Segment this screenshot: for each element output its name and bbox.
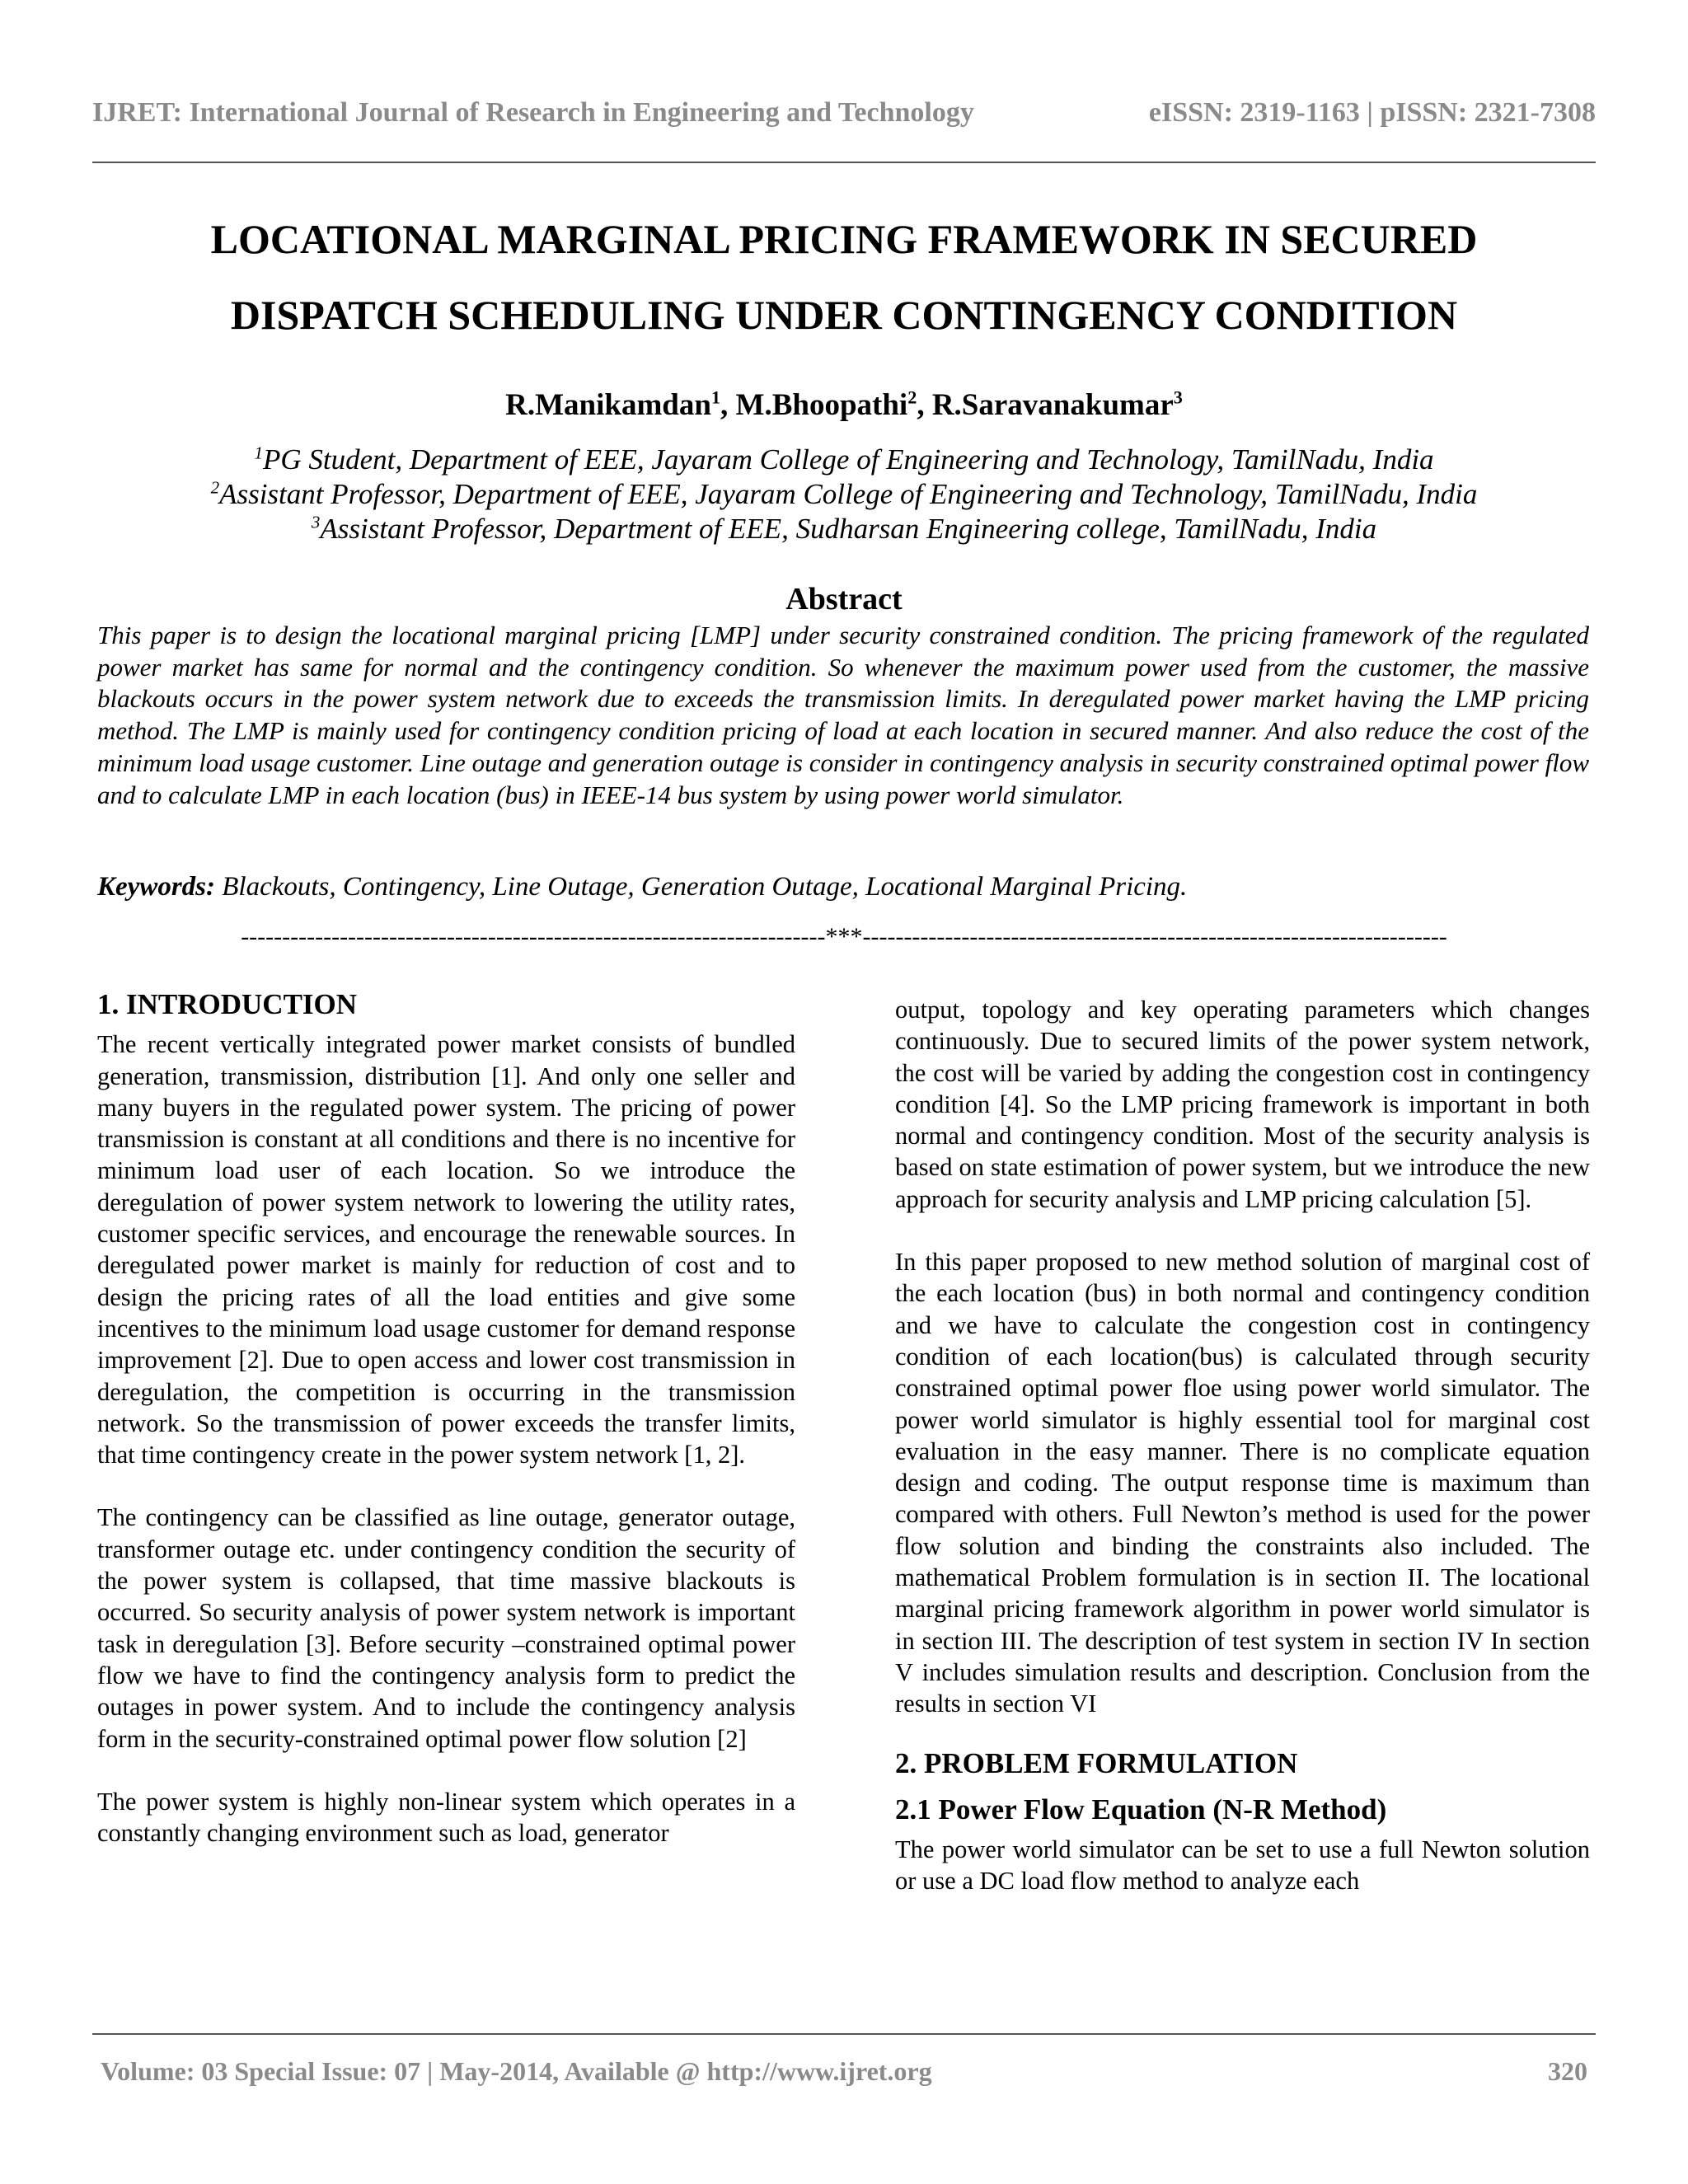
paper-title	[92, 201, 1596, 353]
author-list	[92, 387, 1596, 423]
affiliation: $^2$Assistant Professor, Department of EEE, Jayaram College of Engineering and Technology, TamilNadu, India	[210, 477, 1478, 510]
title-line-1: LOCATIONAL MARGINAL PRICING FRAMEWORK IN SECURED	[210, 216, 1478, 262]
section-separator: -----------------------------------------------------------------------***-----------------------------------------------------------------------	[241, 923, 1447, 950]
affiliation: $^1$PG Student, Department of EEE, Jayaram College of Engineering and Technology, TamilNadu, India	[254, 443, 1434, 476]
author: M.Bhoopathi$^2$,	[735, 387, 932, 422]
issn-info: eISSN: 2319-1163 | pISSN: 2321-7308	[1148, 97, 1596, 128]
header-rule	[92, 162, 1596, 163]
volume-info: Volume: 03 Special Issue: 07 | May-2014, Available @ http://www.ijret.org	[101, 2056, 932, 2086]
abstract-heading: Abstract	[785, 582, 903, 616]
author: R.Saravanakumar$^3$	[931, 387, 1183, 422]
section-heading: 2. PROBLEM FORMULATION	[895, 1746, 1298, 1779]
page-number: 320	[1548, 2056, 1587, 2086]
paragraph: In this paper proposed to new method solution of marginal cost of the each location (bus) in both normal and contingency condition and we have to calculate the congestion cost in contingency condition of each location(bus) is calculated through security constrained optimal power floe using power world simulator. The power world simulator is highly essential tool for marginal cost evaluation in the easy manner. There is no complicate equation design and coding. The output response time is maximum than compared with others. Full Newton’s method is used for the power flow solution and binding the constraints also included. The mathematical Problem formulation is in section II. The locational marginal pricing framework algorithm in power world simulator is in section III. The description of test system in section IV In section V includes simulation results and description. Conclusion from the results in section VI	[895, 1248, 1590, 1718]
section-heading: 1. INTRODUCTION	[97, 988, 358, 1020]
paragraph: The power system is highly non-linear system which operates in a constantly changing environment such as load, generator	[97, 1787, 795, 1848]
running-footer	[101, 2056, 1587, 2087]
paragraph: The power world simulator can be set to use a full Newton solution or use a DC load flow method to analyze each	[895, 1835, 1590, 1896]
affiliations	[92, 443, 1596, 546]
keywords-text: Blackouts, Contingency, Line Outage, Generation Outage, Locational Marginal Pricing.	[215, 872, 1188, 902]
paragraph: The contingency can be classified as line outage, generator outage, transformer outage etc. under contingency condition the security of the power system is collapsed, that time massive blackouts is occurred. So security analysis of power system network is important task in deregulation [3]. Before security –constrained optimal power flow we have to find the contingency analysis form to predict the outages in power system. And to include the contingency analysis form in the security-constrained optimal power flow solution [2]	[97, 1503, 795, 1753]
keywords	[97, 872, 1589, 902]
abstract-text: This paper is to design the locational marginal pricing [LMP] under security constrained condition. The pricing framework of the regulated power market has same for normal and the contingency condition. So whenever the maximum power used from the customer, the massive blackouts occurs in the power system network due to exceeds the transmission limits. In deregulated power market having the LMP pricing method. The LMP is mainly used for contingency condition pricing of load at each location in secured manner. And also reduce the cost of the minimum load usage customer. Line outage and generation outage is consider in contingency analysis in security constrained optimal power flow and to calculate LMP in each location (bus) in IEEE-14 bus system by using power world simulator.	[97, 621, 1589, 809]
left-column	[97, 989, 795, 1849]
running-header	[92, 97, 1596, 129]
paragraph: The recent vertically integrated power market consists of bundled generation, transmission, distribution [1]. And only one seller and many buyers in the regulated power system. The pricing of power transmission is constant at all conditions and there is no incentive for minimum load user of each location. So we introduce the deregulation of power system network to lowering the utility rates, customer specific services, and encourage the renewable sources. In deregulated power market is mainly for reduction of cost and to design the pricing rates of all the load entities and give some incentives to the minimum load usage customer for demand response improvement [2]. Due to open access and lower cost transmission in deregulation, the competition is occurring in the transmission network. So the transmission of power exceeds the transfer limits, that time contingency create in the power system network [1, 2].	[97, 1030, 795, 1469]
keywords-label: Keywords:	[97, 872, 215, 902]
right-column	[895, 994, 1590, 1897]
title-line-2: DISPATCH SCHEDULING UNDER CONTINGENCY CONDITION	[230, 292, 1458, 338]
subsection-heading: 2.1 Power Flow Equation (N-R Method)	[895, 1793, 1387, 1825]
journal-name: IJRET: International Journal of Research in Engineering and Technology	[92, 97, 974, 128]
author: R.Manikamdan$^1$,	[505, 387, 736, 422]
affiliation: $^3$Assistant Professor, Department of EEE, Sudharsan Engineering college, TamilNadu, India	[311, 512, 1377, 545]
footer-rule	[92, 2033, 1596, 2035]
paragraph: output, topology and key operating parameters which changes continuously. Due to secured limits of the power system network, the cost will be varied by adding the congestion cost in contingency condition [4]. So the LMP pricing framework is important in both normal and contingency condition. Most of the security analysis is based on state estimation of power system, but we introduce the new approach for security analysis and LMP pricing calculation [5].	[895, 996, 1590, 1213]
